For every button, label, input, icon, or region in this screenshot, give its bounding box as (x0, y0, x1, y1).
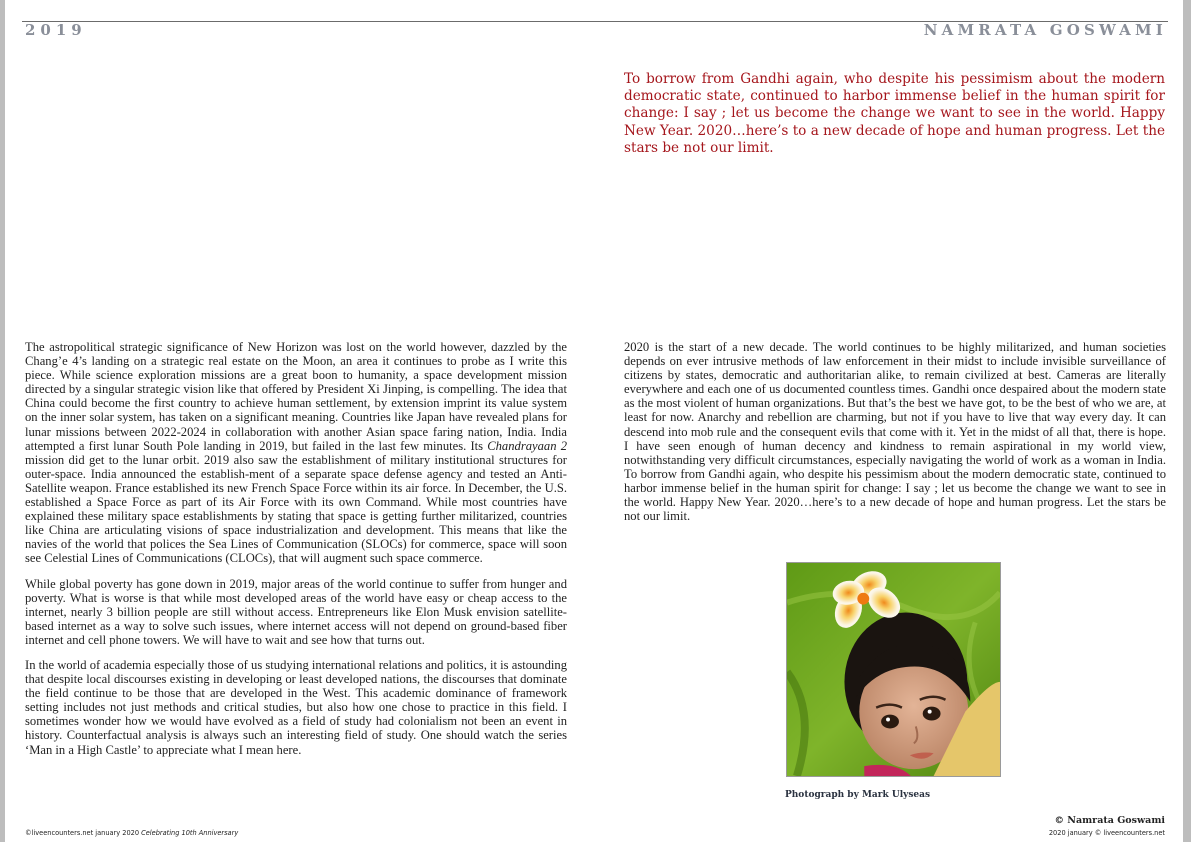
paragraph: 2020 is the start of a new decade. The world continues to be highly militarized, and human societies depends on ever intrusive methods of law enforcement in their midst to include invisible surveillance of citizens by states, democratic and authoritarian alike, to remain civilized at best. Cameras are literally everywhere and each one of us documented countless times. Gandhi once despaired about the modern state as the most violent of human organizations. But that’s the best we have got, to be the best of who we are, at least for now. Anarchy and rebellion are charming, but not if you have to live that way every day. It can descend into mob rule and the consequent evils that come with it. Yet in the midst of all that, there is hope. I have seen enough of human decency and kindness to remain aspirational in my world view, notwithstanding very difficult circumstances, especially navigating the world of work as a woman in India. To borrow from Gandhi again, who despite his pessimism about the modern democratic state, continued to harbor immense belief in the human spirit for change: I say ; let us become the change we want to see in the world. Happy New Year. 2020…here’s to a new decade of hope and human progress. Let the stars be not our limit. (624, 340, 1166, 524)
paragraph-text: mission did get to the lunar orbit. 2019 also saw the establishment of military institutional structures for outer-space. India announced the establish-ment of a separate space defense agency and tested an Anti-Satellite weapon. France established its new French Space Force within its air force. In December, the U.S. established a Space Force as part of its Air Force with its own Command. While most countries have explained these military space establishments by stating that space is getting further militarized, countries like China are articulating visions of space industrialization and development. This means that like the navies of the world that polices the Sea Lines of Communication (SLOCs) for commerce, space will soon see Celestial Lines of Communications (CLOCs), that will augment such space commerce. (25, 452, 567, 566)
right-column (624, 340, 1166, 534)
pull-quote: To borrow from Gandhi again, who despite his pessimism about the modern democratic state, continued to harbor immense belief in the human spirit for change: I say ; let us become the change we want to see in the world. Happy New Year. 2020…here’s to a new decade of hope and human progress. Let the stars be not our limit. (624, 71, 1165, 156)
footer-right: 2020 january © liveencounters.net (1048, 829, 1165, 837)
footer-copyright: © Namrata Goswami (1054, 815, 1165, 826)
footer-left (25, 829, 238, 837)
header-year: 2019 (25, 21, 87, 39)
page-edge-right (1183, 0, 1191, 842)
footer-anniversary: Celebrating 10th Anniversary (141, 829, 239, 837)
photo-credit: Photograph by Mark Ulyseas (785, 790, 931, 800)
paragraph: In the world of academia especially those of us studying international relations and politics, it is astounding that despite local discourses existing in developing or least developed nations, the discourses that dominate the field continue to be those that are developed in the West. This academic dominance of framework setting includes not just methods and critical studies, but also how one chose to practice in this field. I sometimes wonder how we would have evolved as a field of study had colonialism not been an event in history. Counterfactual analysis is always such an interesting field of study. One should watch the series ‘Man in a High Castle’ to appreciate what I mean here. (25, 657, 567, 757)
photo-illustration (787, 563, 1000, 776)
page-edge-left (0, 0, 5, 842)
eye-left (881, 715, 899, 729)
header-author: NAMRATA GOSWAMI (923, 21, 1167, 39)
photo-child-with-flower (786, 562, 1001, 777)
mission-name-italic: Chandrayaan 2 (487, 438, 567, 453)
paragraph-text: The astropolitical strategic significance of New Horizon was lost on the world however, dazzled by the Chang’e 4’s landing on a strategic real estate on the Moon, an area it continues to probe as I write this piece. While science exploration missions are a great boon to humanity, a space development mission directed by a singular strategic vision like that offered by President Xi Jinping, is compelling. The idea that China could become the first country to achieve human settlement, by extension imprint its value system on the inner solar system, has taken on a significant meaning. Countries like Japan have revealed plans for lunar missions between 2022-2024 in collaboration with another Asian space faring nation, India. India attempted a first lunar South Pole landing in 2019, but failed in the last few minutes. Its (25, 340, 567, 453)
paragraph: While global poverty has gone down in 2019, major areas of the world continue to suffer from hunger and poverty. What is worse is that while most developed areas of the world have easy or cheap access to the internet, nearly 3 billion people are still without access. Entrepreneurs like Elon Musk envision satellite-based internet as a way to solve such issues, where internet access will not depend on ground-based fiber internet and cell phone towers. We will have to wait and see how that turns out. (25, 576, 567, 647)
left-column (25, 340, 567, 768)
eye-right (923, 707, 941, 721)
paragraph (25, 340, 567, 566)
footer-site-date: ©liveencounters.net january 2020 (25, 829, 142, 837)
